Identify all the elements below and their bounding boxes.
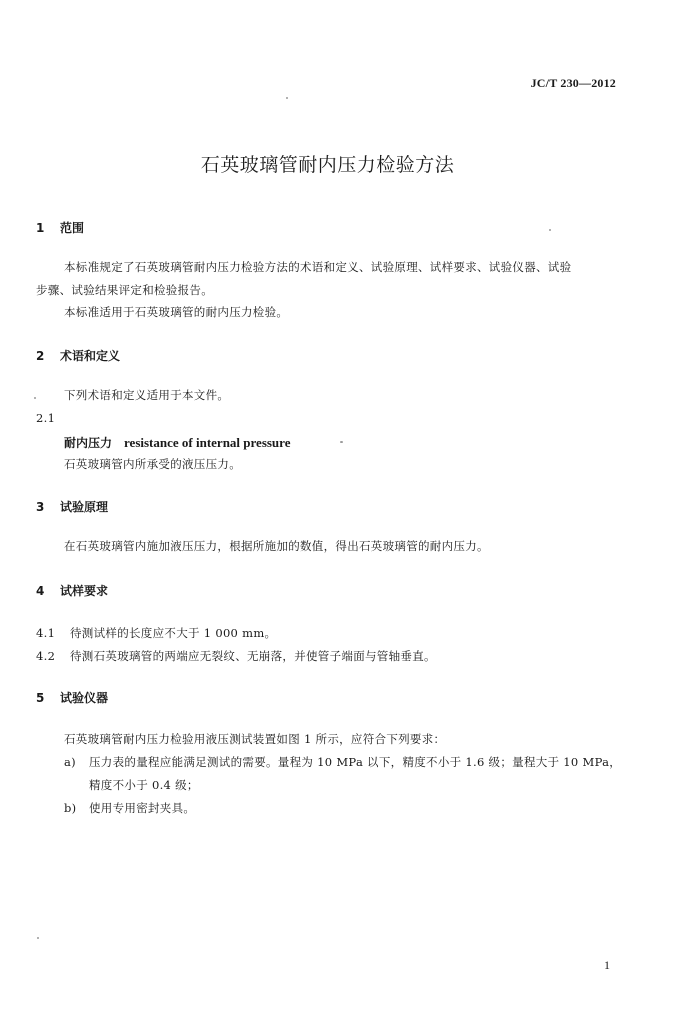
term-entry bbox=[64, 432, 290, 451]
term-definition: 石英玻璃管内所承受的液压压力。 bbox=[64, 457, 241, 471]
section-2-title: 术语和定义 bbox=[60, 349, 121, 363]
section-5-title: 试验仪器 bbox=[60, 691, 109, 705]
term-chinese: 耐内压力 bbox=[64, 436, 113, 450]
section-3-para: 在石英玻璃管内施加液压压力，根据所施加的数值，得出石英玻璃管的耐内压力。 bbox=[64, 539, 489, 553]
clause-4-1 bbox=[36, 625, 276, 641]
term-english: resistance of internal pressure bbox=[124, 435, 291, 450]
scan-speck bbox=[37, 937, 39, 939]
section-2-heading bbox=[36, 347, 120, 364]
clause-4-2 bbox=[36, 648, 436, 664]
standard-code: JC/T 230—2012 bbox=[530, 76, 616, 90]
section-5-number: 5 bbox=[36, 691, 45, 705]
scan-speck bbox=[286, 97, 288, 99]
section-1-number: 1 bbox=[36, 221, 45, 235]
section-4-number: 4 bbox=[36, 584, 45, 598]
clause-4-1-text: 待测试样的长度应不大于 1 000 mm。 bbox=[70, 626, 277, 640]
section-1-para2: 本标准适用于石英玻璃管的耐内压力检验。 bbox=[64, 305, 289, 319]
scan-speck bbox=[340, 441, 343, 443]
scan-speck bbox=[34, 397, 36, 399]
clause-4-2-text: 待测石英玻璃管的两端应无裂纹、无崩落，并使管子端面与管轴垂直。 bbox=[70, 649, 436, 663]
clause-4-1-number: 4.1 bbox=[36, 626, 56, 640]
list-item-b-text: 使用专用密封夹具。 bbox=[89, 801, 196, 815]
list-item-a-line1: 压力表的量程应能满足测试的需要。量程为 10 MPa 以下，精度不小于 1.6 级；量程大于 10 MPa， bbox=[89, 755, 622, 769]
list-item-b bbox=[64, 800, 195, 816]
list-item-a-mark: a) bbox=[64, 755, 76, 769]
clause-2-1-number: 2.1 bbox=[36, 411, 56, 425]
section-4-title: 试样要求 bbox=[60, 584, 109, 598]
section-2-number: 2 bbox=[36, 349, 45, 363]
section-1-heading bbox=[36, 219, 84, 236]
section-3-title: 试验原理 bbox=[60, 500, 109, 514]
section-3-number: 3 bbox=[36, 500, 45, 514]
section-1-para1-line2: 步骤、试验结果评定和检验报告。 bbox=[36, 283, 213, 297]
scan-speck bbox=[549, 229, 551, 231]
list-item-a-line2: 精度不小于 0.4 级； bbox=[89, 778, 199, 792]
list-item-b-mark: b) bbox=[64, 801, 77, 815]
clause-4-2-number: 4.2 bbox=[36, 649, 56, 663]
section-5-heading bbox=[36, 689, 108, 706]
section-4-heading bbox=[36, 582, 108, 599]
list-item-a bbox=[64, 754, 621, 770]
document-title: 石英玻璃管耐内压力检验方法 bbox=[200, 154, 455, 176]
section-1-para1-line1: 本标准规定了石英玻璃管耐内压力检验方法的术语和定义、试验原理、试样要求、试验仪器、试验 bbox=[64, 260, 572, 274]
section-5-intro: 石英玻璃管耐内压力检验用液压测试装置如图 1 所示，应符合下列要求： bbox=[64, 732, 446, 746]
page-number: 1 bbox=[604, 958, 610, 972]
section-2-intro: 下列术语和定义适用于本文件。 bbox=[64, 388, 230, 402]
section-3-heading bbox=[36, 498, 108, 515]
section-1-title: 范围 bbox=[60, 221, 85, 235]
